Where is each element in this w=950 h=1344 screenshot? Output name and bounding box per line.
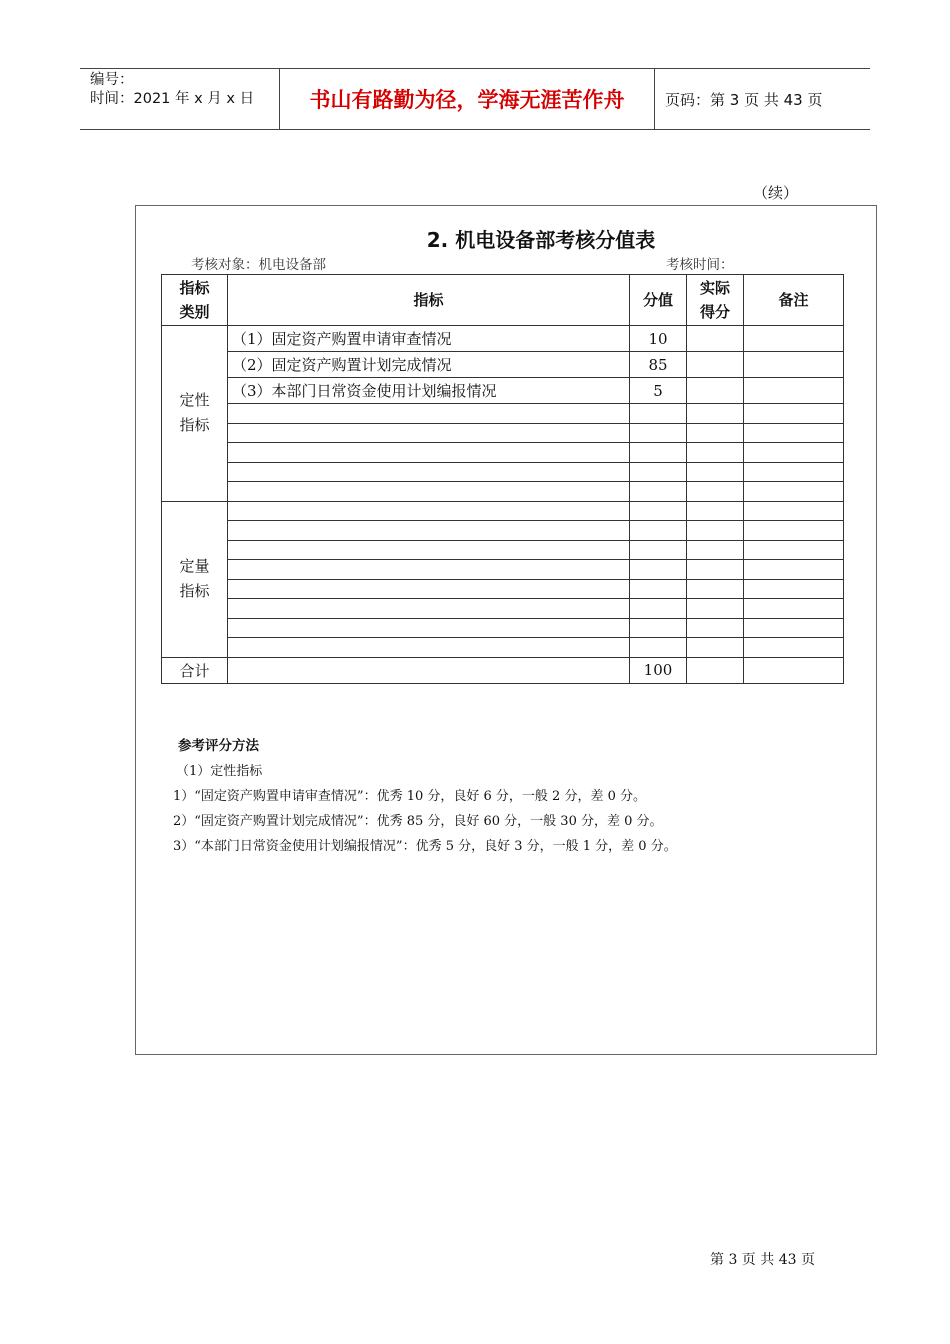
table-row [162,482,844,502]
remark-cell [744,443,844,463]
remark-cell [744,540,844,560]
target-label: 考核对象：机电设备部 [191,257,326,273]
actual-score-cell [687,501,744,521]
score-cell [630,618,687,638]
indicator-cell [228,501,630,521]
remark-cell [744,501,844,521]
actual-score-cell [687,540,744,560]
category-cell [162,326,228,502]
total-remark-cell [744,657,844,683]
table-row [162,638,844,658]
indicator-cell [228,521,630,541]
remark-cell [744,579,844,599]
table-row [162,462,844,482]
total-row [162,657,844,683]
category-cell [162,501,228,657]
actual-score-cell [687,599,744,619]
remark-cell [744,521,844,541]
table-row [162,404,844,424]
total-indicator-cell [228,657,630,683]
table-header-row [162,275,844,326]
indicator-cell [228,579,630,599]
score-cell [630,443,687,463]
table-row [162,352,844,378]
indicator-cell [228,423,630,443]
indicator-cell: （1）固定资产购置申请审查情况 [228,326,630,352]
method-item: 1）“固定资产购置申请审查情况”：优秀 10 分，良好 6 分，一般 2 分，差 0 分。 [173,789,646,804]
indicator-cell [228,404,630,424]
score-cell: 5 [630,378,687,404]
header-indicator: 指标 [228,275,630,326]
method-item: 2）“固定资产购置计划完成情况”：优秀 85 分，良好 60 分，一般 30 分，差 0 分。 [173,814,663,829]
table-row [162,443,844,463]
motto: 书山有路勤为径，学海无涯苦作舟 [280,69,655,129]
score-cell [630,462,687,482]
actual-score-cell [687,378,744,404]
remark-cell [744,462,844,482]
indicator-cell [228,618,630,638]
table-row [162,501,844,521]
table-row [162,540,844,560]
actual-score-cell [687,560,744,580]
page-info: 页码：第 3 页 共 43 页 [665,90,823,109]
page-header [80,68,870,130]
score-cell [630,404,687,424]
remark-cell [744,404,844,424]
total-label: 合计 [162,657,228,683]
number-label: 编号： [90,72,134,88]
table-row [162,423,844,443]
table-row [162,378,844,404]
score-cell [630,599,687,619]
indicator-cell: （3）本部门日常资金使用计划编报情况 [228,378,630,404]
actual-score-cell [687,423,744,443]
remark-cell [744,352,844,378]
table-row [162,560,844,580]
score-cell [630,560,687,580]
indicator-cell [228,638,630,658]
header-score: 分值 [630,275,687,326]
indicator-cell [228,560,630,580]
qualitative-section [162,326,844,502]
document-frame [135,205,877,1055]
score-cell: 85 [630,352,687,378]
time-label: 时间：2021 年 x 月 x 日 [90,91,255,107]
remark-cell [744,423,844,443]
actual-score-cell [687,443,744,463]
actual-score-cell [687,579,744,599]
indicator-cell [228,462,630,482]
header-meta [80,69,280,129]
actual-score-cell [687,404,744,424]
indicator-cell [228,482,630,502]
quantitative-section [162,501,844,657]
actual-score-cell [687,462,744,482]
actual-score-cell [687,326,744,352]
document-title: 2. 机电设备部考核分值表 [426,228,656,252]
table-row [162,579,844,599]
score-cell [630,482,687,502]
total-score: 100 [630,657,687,683]
indicator-cell [228,443,630,463]
remark-cell [744,599,844,619]
score-cell: 10 [630,326,687,352]
score-cell [630,521,687,541]
table-row [162,326,844,352]
score-cell [630,423,687,443]
actual-score-cell [687,352,744,378]
score-cell [630,638,687,658]
score-cell [630,501,687,521]
remark-cell [744,560,844,580]
header-remark: 备注 [744,275,844,326]
method-heading: 参考评分方法 [178,738,259,754]
header-category: 指标类别 [162,275,228,326]
assessment-time-label: 考核时间： [666,257,734,273]
score-cell [630,579,687,599]
method-item: 3）“本部门日常资金使用计划编报情况”：优秀 5 分，良好 3 分，一般 1 分，差 0 分。 [173,839,677,854]
indicator-cell [228,540,630,560]
continued-label: （续） [752,184,798,202]
remark-cell [744,618,844,638]
category-label: 定性指标 [179,391,210,435]
score-cell [630,540,687,560]
category-label: 定量指标 [179,557,210,600]
score-table [161,274,844,684]
remark-cell [744,638,844,658]
actual-score-cell [687,618,744,638]
table-row [162,599,844,619]
header-actual: 实际得分 [687,275,744,326]
actual-score-cell [687,521,744,541]
method-subheading: （1）定性指标 [176,764,263,779]
table-row [162,521,844,541]
remark-cell [744,326,844,352]
remark-cell [744,482,844,502]
remark-cell [744,378,844,404]
total-actual-cell [687,657,744,683]
actual-score-cell [687,482,744,502]
scoring-method [173,734,677,859]
page-footer: 第 3 页 共 43 页 [710,1252,815,1268]
table-row [162,618,844,638]
indicator-cell [228,599,630,619]
indicator-cell: （2）固定资产购置计划完成情况 [228,352,630,378]
actual-score-cell [687,638,744,658]
